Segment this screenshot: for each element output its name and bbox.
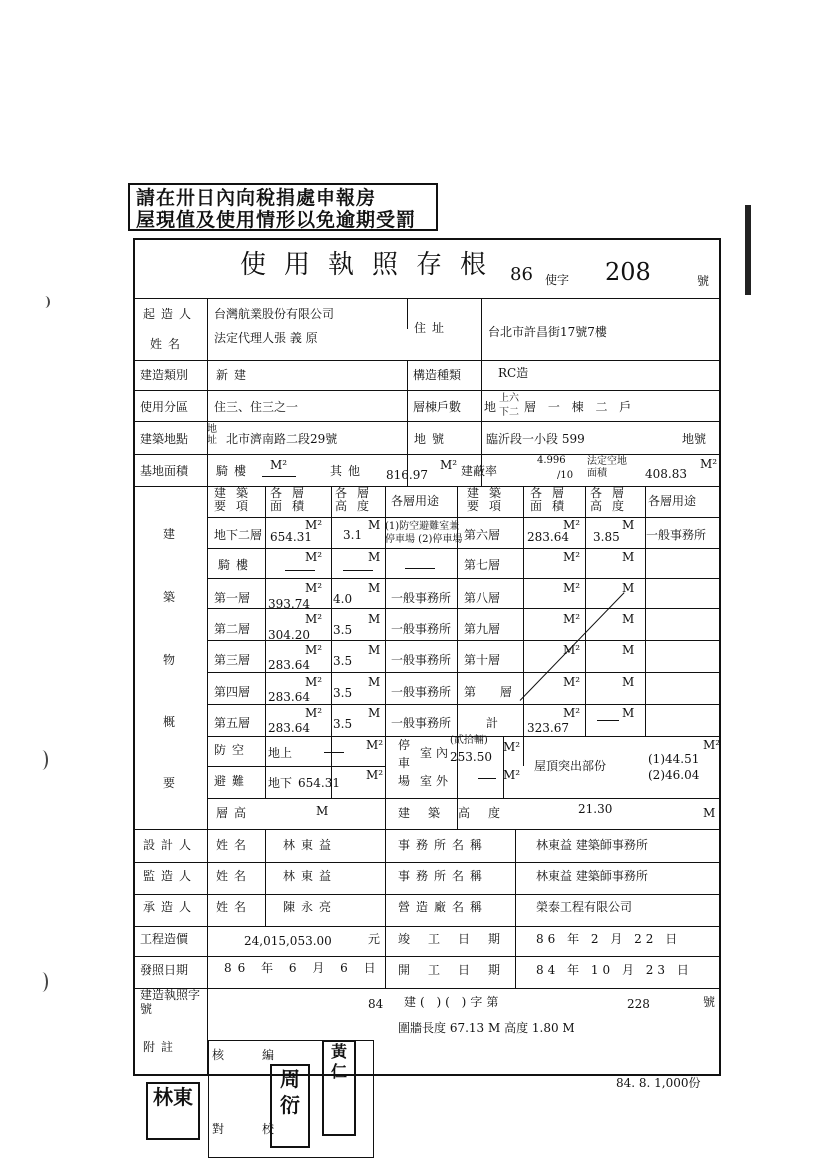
- floors-down: 下二: [499, 407, 519, 418]
- floor-height-unit: M: [316, 804, 329, 818]
- unit-m2: M²: [305, 612, 323, 626]
- applicant-label-1: 起造人: [143, 307, 198, 321]
- floor-right-area: 283.64: [527, 530, 569, 544]
- header-height-right: 各層高度: [590, 486, 635, 513]
- floor-left-name: 第四層: [214, 685, 251, 699]
- unit-m: M: [622, 643, 635, 657]
- row-line: [207, 578, 719, 579]
- unit-m2: M²: [305, 706, 323, 720]
- arcade-unit: M²: [270, 458, 288, 472]
- zoning-value: 住三、住三之一: [214, 400, 299, 414]
- location-label: 建築地點: [140, 432, 189, 446]
- official-seal-text: 周衍: [280, 1067, 300, 1117]
- row-line: [135, 360, 719, 361]
- side-label-char: 要: [163, 776, 176, 790]
- floor-left-area: 283.64: [268, 690, 310, 704]
- sign-label-proof: 校: [262, 1122, 275, 1136]
- coverage-denominator: /10: [557, 470, 574, 481]
- blank-dash: [324, 752, 344, 753]
- start-label: 開工日期: [398, 963, 519, 977]
- notice-line-1: 請在卅日內向稅捐處申報房: [136, 187, 377, 209]
- unit-m: M: [368, 706, 381, 720]
- permit-ref-suffix: 號: [703, 995, 716, 1009]
- row-line: [135, 894, 719, 895]
- designer-name: 林東益: [283, 838, 338, 852]
- floor-right-height: 3.85: [593, 530, 620, 544]
- structure-value: RC造: [498, 366, 529, 380]
- floor-left-use: 一般事務所: [391, 685, 452, 699]
- punch-hole-mark: [36, 750, 48, 770]
- floors-prefix: 地: [484, 400, 497, 414]
- unit-m2: M²: [563, 550, 581, 564]
- unit-m: M: [368, 675, 381, 689]
- blank-dash: [478, 778, 496, 779]
- unit-m: M: [622, 612, 635, 626]
- unit-m2: M²: [305, 581, 323, 595]
- structure-label: 構造種類: [413, 368, 462, 382]
- other-value: 816.97: [386, 468, 428, 482]
- floor-right-name: 計: [486, 716, 499, 730]
- applicant-label-2: 姓名: [150, 337, 187, 351]
- unit-m2: M²: [563, 518, 581, 532]
- unit-m2: M²: [366, 738, 384, 752]
- shelter-label-2: 避難: [214, 774, 251, 788]
- floor-left-name: 騎樓: [218, 558, 255, 572]
- floor-left-area: 283.64: [268, 658, 310, 672]
- applicant-name-1: 台灣航業股份有限公司: [214, 307, 335, 321]
- col-line: [645, 486, 646, 736]
- build-type-value: 新建: [216, 368, 253, 382]
- unit-m: M: [622, 550, 635, 564]
- floor-left-use: 一般事務所: [391, 653, 452, 667]
- lot-suffix: 地號: [682, 432, 707, 446]
- floor-left-name: 第一層: [214, 591, 251, 605]
- col-line: [265, 486, 266, 798]
- permit-prefix: 84: [368, 997, 384, 1011]
- shelter-below-label: 地下: [268, 776, 293, 790]
- header-area-right: 各層面積: [530, 486, 575, 513]
- row-line: [135, 862, 719, 863]
- permit-text: 建( )( )字第: [404, 995, 503, 1009]
- roof-value-2: (2)46.04: [648, 768, 700, 782]
- completion-label: 竣工日期: [398, 932, 519, 946]
- col-line: [385, 926, 386, 988]
- legal-open-space-value: 408.83: [645, 467, 687, 481]
- zoning-label: 使用分區: [140, 400, 189, 414]
- building-height-label: 建築高度: [398, 806, 519, 820]
- unit-m2: M²: [563, 612, 581, 626]
- unit-m: M: [368, 612, 381, 626]
- start-date: 84 年 10 月 23 日: [536, 963, 693, 977]
- header-item-right: 建築要項: [467, 486, 512, 513]
- unit-m: M: [368, 643, 381, 657]
- designer-name-label: 姓名: [216, 838, 253, 852]
- lot-value: 臨沂段一小段 599: [486, 432, 585, 446]
- supervisor-name: 林東益: [283, 869, 338, 883]
- designer-office-label: 事務所名稱: [398, 838, 489, 852]
- cost-unit: 元: [368, 932, 381, 946]
- construction-permit-label: 建造執照字號: [140, 988, 201, 1016]
- wall-note: 圍牆長度 67.13 M 高度 1.80 M: [398, 1021, 575, 1035]
- row-line: [135, 454, 719, 455]
- floor-left-height: 3.5: [333, 717, 353, 731]
- supervisor-office: 林東益 建築師事務所: [536, 869, 648, 883]
- unit-m: M: [622, 518, 635, 532]
- unit-m2: M²: [305, 643, 323, 657]
- contractor-name-label: 姓名: [216, 900, 253, 914]
- col-line: [585, 486, 586, 736]
- header-item-left: 建築要項: [214, 486, 259, 513]
- supervisor-label: 監造人: [143, 869, 198, 883]
- row-line: [207, 548, 719, 549]
- row-line: [207, 517, 719, 518]
- header-height-left: 各層高度: [335, 486, 380, 513]
- unit-m: M: [368, 581, 381, 595]
- col-line: [407, 298, 408, 329]
- parking-outside-label: 室外: [420, 774, 453, 788]
- floor-left-name: 第三層: [214, 653, 251, 667]
- unit-m2: M²: [503, 768, 521, 782]
- floor-height-label: 層高: [216, 806, 253, 820]
- floor-right-name: 第十層: [464, 653, 501, 667]
- floor-left-use: 一般事務所: [391, 716, 452, 730]
- floor-left-height: 4.0: [333, 592, 353, 606]
- unit-m2: M²: [563, 706, 581, 720]
- blank-dash: [405, 568, 435, 569]
- location-addr-tag: 地址: [207, 424, 217, 446]
- address-label: 住址: [414, 321, 451, 335]
- unit-m2: M²: [305, 550, 323, 564]
- blank-dash: [343, 570, 373, 571]
- supervisor-name-label: 姓名: [216, 869, 253, 883]
- floor-left-height: 3.5: [333, 686, 353, 700]
- completion-date: 86 年 2 月 22 日: [536, 932, 682, 946]
- row-line: [207, 798, 719, 799]
- floor-right-name: 第 層: [464, 685, 522, 699]
- punch-hole-mark: [40, 296, 50, 308]
- sign-label-check: 核: [212, 1048, 225, 1062]
- unit-m2: M²: [563, 675, 581, 689]
- floor-left-use: 一般事務所: [391, 591, 452, 605]
- contractor-office-label: 營造廠名稱: [398, 900, 489, 914]
- building-height-unit: M: [703, 806, 716, 820]
- floor-right-name: 第七層: [464, 558, 501, 572]
- roof-value-1: (1)44.51: [648, 752, 700, 766]
- floor-left-name: 第五層: [214, 716, 251, 730]
- other-label: 其他: [330, 464, 367, 478]
- coverage-value: 4.996: [537, 455, 566, 466]
- unit-m: M: [622, 706, 635, 720]
- remarks-label: 附註: [143, 1040, 180, 1054]
- side-label-char: 建: [163, 527, 176, 541]
- legal-open-space-label: 法定空地面積: [587, 456, 627, 479]
- blank-dash: [285, 570, 315, 571]
- floor-left-use: (1)防空避難室兼停車場 (2)停車場: [385, 521, 463, 545]
- applicant-address: 台北市許昌街17號7樓: [488, 325, 607, 339]
- side-label-char: 物: [163, 653, 176, 667]
- official-seal: [270, 1064, 310, 1148]
- floor-left-height: 3.5: [333, 623, 353, 637]
- contractor-name: 陳永亮: [283, 900, 338, 914]
- parking-label: 停車場: [398, 738, 411, 788]
- parking-inside-note: (貳拾輛): [450, 735, 488, 746]
- floors-up: 上六: [499, 393, 519, 404]
- row-line: [135, 956, 719, 957]
- col-line: [207, 298, 208, 1076]
- approval-seal: [322, 1040, 356, 1136]
- floors-count-label: 層棟戶數: [413, 400, 462, 414]
- designer-label: 設計人: [143, 838, 198, 852]
- row-line: [135, 390, 719, 391]
- floor-right-name: 第八層: [464, 591, 501, 605]
- building-height-value: 21.30: [578, 802, 613, 816]
- col-line: [481, 298, 482, 360]
- unit-m: M: [368, 518, 381, 532]
- row-line: [135, 988, 719, 989]
- issue-label: 發照日期: [140, 963, 189, 977]
- row-line: [135, 829, 719, 830]
- floor-right-name: 第六層: [464, 528, 501, 542]
- location-address: 北市濟南路二段29號: [226, 432, 338, 446]
- col-line: [265, 829, 266, 926]
- punch-hole-mark: [36, 972, 48, 992]
- side-label-char: 築: [163, 590, 176, 604]
- legal-open-space-unit: M²: [700, 457, 718, 471]
- form-title: 使用執照存根: [240, 250, 505, 280]
- floor-right-name: 第九層: [464, 622, 501, 636]
- cost-value: 24,015,053.00: [244, 934, 332, 948]
- floor-left-height: 3.1: [343, 528, 363, 542]
- issue-date: 86 年 6 月 6 日: [224, 961, 382, 975]
- unit-m2: M²: [366, 768, 384, 782]
- floor-left-area: 283.64: [268, 721, 310, 735]
- row-line: [207, 672, 719, 673]
- site-area-label: 基地面積: [140, 464, 189, 478]
- other-unit: M²: [440, 458, 458, 472]
- floor-left-area: 654.31: [270, 530, 312, 544]
- permit-number: 208: [605, 258, 651, 286]
- architect-seal: [146, 1082, 200, 1140]
- roof-protrusion-label: 屋頂突出部份: [534, 759, 607, 773]
- build-type-label: 建造類別: [140, 368, 189, 382]
- architect-seal-text: 林東: [153, 1085, 193, 1109]
- col-line: [523, 486, 524, 766]
- floor-left-name: 第二層: [214, 622, 251, 636]
- col-line: [515, 829, 516, 926]
- unit-m2: M²: [305, 518, 323, 532]
- header-use-right: 各層用途: [648, 494, 697, 508]
- contractor-office: 榮泰工程有限公司: [536, 900, 633, 914]
- floor-left-use: 一般事務所: [391, 622, 452, 636]
- floor-left-name: 地下二層: [214, 528, 263, 542]
- unit-m2: M²: [563, 581, 581, 595]
- unit-m: M: [622, 675, 635, 689]
- unit-m2: M²: [703, 738, 721, 752]
- row-line: [207, 766, 385, 767]
- shelter-label-1: 防空: [214, 743, 251, 757]
- parking-inside-label: 室內: [420, 746, 453, 760]
- approval-seal-text: 黃仁: [330, 1042, 347, 1081]
- side-label-char: 概: [163, 715, 176, 729]
- unit-m: M: [622, 581, 635, 595]
- margin-edge-mark: [745, 205, 751, 295]
- unit-m2: M²: [503, 740, 521, 754]
- floor-right-area: 323.67: [527, 721, 569, 735]
- col-line: [385, 829, 386, 926]
- designer-office: 林東益 建築師事務所: [536, 838, 648, 852]
- notice-line-2: 屋現值及使用情形以免逾期受罰: [136, 209, 417, 231]
- unit-m2: M²: [563, 643, 581, 657]
- permit-ref-number: 228: [627, 997, 650, 1011]
- row-line: [135, 298, 719, 299]
- unit-m: M: [368, 550, 381, 564]
- overdue-notice-stamp: [128, 183, 438, 231]
- sign-label-edit: 編: [262, 1048, 275, 1062]
- floors-rest: 層 一 棟 二 戶: [524, 400, 636, 414]
- row-line: [207, 704, 719, 705]
- floor-left-height: 3.5: [333, 654, 353, 668]
- title-year: 86: [510, 264, 533, 285]
- header-area-left: 各層面積: [270, 486, 315, 513]
- row-line: [135, 926, 719, 927]
- title-suffix: 號: [697, 274, 710, 288]
- arcade-label: 騎樓: [216, 464, 253, 478]
- blank-dash: [597, 720, 619, 721]
- sign-label-verify: 對: [212, 1122, 225, 1136]
- blank-dash: [262, 476, 296, 477]
- print-footer: 84. 8. 1,000份: [616, 1076, 701, 1090]
- shelter-below-value: 654.31: [298, 776, 340, 790]
- shelter-above-label: 地上: [268, 746, 293, 760]
- contractor-label: 承造人: [143, 900, 198, 914]
- coverage-label: 建蔽率: [461, 464, 498, 478]
- unit-m2: M²: [305, 675, 323, 689]
- supervisor-office-label: 事務所名稱: [398, 869, 489, 883]
- applicant-name-2: 法定代理人張 義 原: [214, 331, 318, 345]
- title-word: 使字: [545, 273, 570, 287]
- cost-label: 工程造價: [140, 932, 189, 946]
- header-use-left: 各層用途: [391, 494, 440, 508]
- floor-left-area: 393.74: [268, 597, 310, 611]
- floor-left-area: 304.20: [268, 628, 310, 642]
- parking-inside-value: 253.50: [450, 750, 492, 764]
- lot-label: 地號: [414, 432, 451, 446]
- row-line: [135, 421, 719, 422]
- floor-right-use: 一般事務所: [646, 528, 707, 542]
